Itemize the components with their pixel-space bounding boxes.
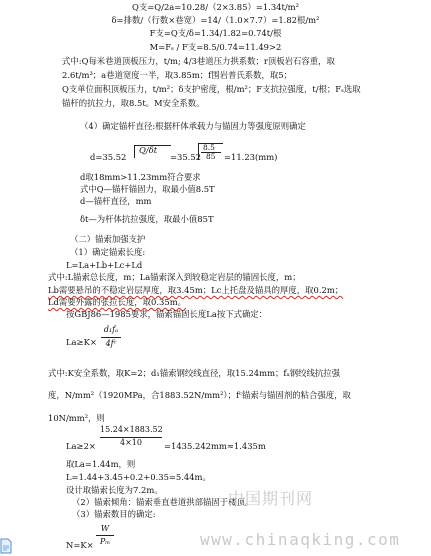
text-line: 度，N/mm²（1920MPa，合1883.52N/mm²）；fᶜ锚索与锚固剂的粘合强度，取: [48, 390, 351, 400]
text-line: d—锚杆直径，mm: [80, 196, 152, 206]
document-icon: [0, 538, 12, 554]
text-line: Ld需要外露的张拉长度，取0.35m。: [48, 297, 187, 307]
fraction-bar: [96, 535, 114, 536]
formula-f1-den: 4fᶜ: [105, 339, 117, 348]
formula-f3-left: N=K×: [66, 540, 94, 550]
formula-f-support: F支=Q支/δ=1.34/1.82=0.74t/根: [149, 28, 282, 38]
formula-q-support: Q支=Q/2a=10.28/（2×3.85）=1.34t/m²: [132, 2, 299, 12]
text-line: d取18mm>11.23mm符合要求: [80, 172, 201, 182]
text-line: 锚杆的抗拉力，取8.5t。M安全系数。: [62, 98, 205, 108]
formula-d-q: Q/δt: [139, 145, 158, 155]
text-line: （2）锚索倾角：锚索垂直巷道拱部锚固于楼顶。: [72, 497, 254, 507]
formula-f1-left: La≥K×: [66, 337, 97, 347]
watermark-cn: 中国期刊网: [228, 489, 314, 508]
text-line: 式中:L锚索总长度，m；La锚索深入到较稳定岩层的锚固长度，m；: [48, 272, 301, 282]
formula-d-mid: =35.52: [170, 152, 201, 162]
text-line: Q支单位面积顶板压力，t/m²；δ支护密度，根/m²；F支抗拉强度，t/根；Fₛ选取: [62, 84, 361, 94]
formula-f2-right: =1435.242mm≈1.435m: [164, 441, 266, 451]
formula-density: δ=排数/（行数×巷宽）=14/（1.0×7.7）=1.82根/m²: [111, 15, 320, 25]
text-line: 式中:K安全系数，取K=2；d₁锚索钢绞线直径，取15.24mm；fₐ钢绞线抗拉强: [48, 368, 340, 378]
text-line: 式中:Q每米巷道顶板压力，t/m; 4/3巷道压力拱系数；r顶板岩石容重，取: [62, 56, 335, 66]
formula-f2-left: La≥2×: [66, 441, 96, 451]
text-line: 2.6t/m³；a巷道宽度一半，取3.85m；f围岩普氏系数，取5；: [62, 70, 292, 80]
formula-f3-den: Pₘ: [99, 537, 111, 546]
section-heading: （4）确定锚杆直径:根据杆体承载力与锚固力等强度原则确定: [80, 121, 306, 131]
formula-d-num: 8.5: [203, 143, 215, 152]
text-line: 设计取锚索长度为7.2m。: [66, 485, 163, 495]
text-line: 按GBJ86—1985要求，锚索锚固长度La按下式确定：: [66, 309, 268, 319]
text-line: 式中Q—锚杆锚固力，取最小值8.5T: [80, 184, 215, 194]
formula-d-right: =11.23(mm): [224, 152, 278, 162]
formula-f2-den: 4×10: [120, 438, 142, 447]
formula-f2-num: 15.24×1883.52: [100, 425, 163, 434]
text-line: Lb需要悬吊的不稳定岩层厚度，取3.45m；Lc上托盘及锚具的厚度，取0.2m；: [48, 285, 344, 295]
text-line: δt—为杆体抗拉强度，取最小值85T: [80, 214, 214, 224]
text-line: （3）锚索数目的确定:: [72, 509, 156, 519]
formula-d-left: d=35.52: [90, 152, 127, 162]
formula-safety-factor: M=Fₛ / F支=8.5/0.74=11.49>2: [149, 42, 282, 52]
text-line: 取La=1.44m，则: [66, 459, 136, 469]
section-heading: （二）锚索加强支护: [70, 234, 146, 244]
section-heading: （1）确定锚索长度:: [70, 247, 146, 257]
text-line: L=1.44+3.45+0.2+0.35=5.44m。: [66, 472, 211, 482]
watermark-url: www.chinaqking.com: [200, 530, 401, 549]
text-line: 10N/mm²，则: [48, 413, 105, 423]
formula-total-length: L=La+Lb+Lc+Ld: [66, 260, 143, 270]
formula-d-den: 85: [206, 152, 216, 161]
formula-f3-num: W: [100, 524, 110, 533]
fraction-bar: [101, 337, 121, 338]
formula-f1-num: d₁fₐ: [103, 325, 119, 334]
